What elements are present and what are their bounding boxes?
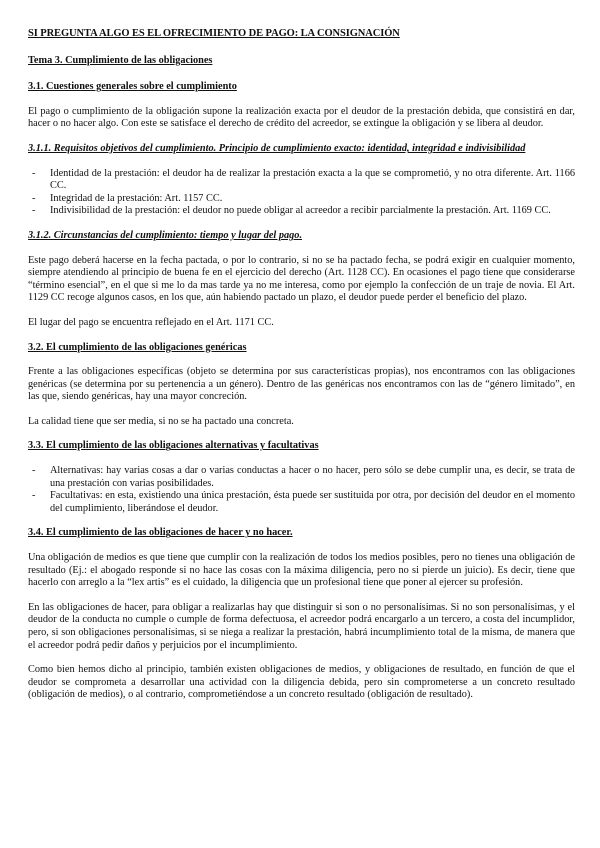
section-heading: 3.1.1. Requisitos objetivos del cumplimiento. Principio de cumplimiento exacto: identidad, integridad e indivisibilidad <box>28 142 526 154</box>
dash-bullet-icon: - <box>32 465 36 477</box>
list-item <box>28 205 575 218</box>
section-heading: 3.1.2. Circunstancias del cumplimiento: tiempo y lugar del pago. <box>28 229 303 241</box>
paragraph: Como bien hemos dicho al principio, también existen obligaciones de medios, y obligaciones de resultado, en función de que el deudor se comprometa a desarrollar una actividad con la diligencia debida, pero sin comprometerse a un concreto resultado (obligación de medios), o al contrario, comprometiéndose a un concreto resultado (obligación de resultado). <box>28 664 575 701</box>
list-item-text: Identidad de la prestación: el deudor ha de realizar la prestación exacta a la que se comprometió, y no otra diferente. Art. 1166 CC. <box>50 167 575 192</box>
section-3-1-2 <box>28 230 575 330</box>
section-heading: 3.3. El cumplimiento de las obligaciones alternativas y facultativas <box>28 440 319 452</box>
section-3-1 <box>28 81 575 131</box>
dash-bullet-icon: - <box>32 192 36 204</box>
list-item-text: Integridad de la prestación: Art. 1157 CC. <box>50 192 223 204</box>
paragraph: El lugar del pago se encuentra reflejado en el Art. 1171 CC. <box>28 316 274 328</box>
dash-bullet-icon: - <box>32 205 36 217</box>
document-page <box>28 28 575 714</box>
paragraph: Frente a las obligaciones específicas (objeto se determina por sus características propias), nos encontramos con las obligaciones genéricas (se determina por su pertenencia a un género). Dentro de las genéricas nos encontramos con las de “género limitado”, en las que, siendo genéricas, hay una mayor concreción. <box>28 366 575 403</box>
list-item-text: Indivisibilidad de la prestación: el deudor no puede obligar al acreedor a recibir parcialmente la prestación. Art. 1169 CC. <box>50 205 551 217</box>
paragraph: La calidad tiene que ser media, si no se ha pactado una concreta. <box>28 415 294 427</box>
bullet-list <box>28 465 575 515</box>
list-item <box>28 465 575 490</box>
paragraph: En las obligaciones de hacer, para obligar a realizarlas hay que distinguir si son o no personalísimas. Si no son personalísimas, y el deudor de la conducta no cumple o cumple de forma defectuosa, el acreedor podrá encargarlo a un tercero, a costa del incumplidor, pero, si son obligaciones personalísimas, si se niega a realizar la prestación, habrá incumplimiento total de la misma, de manera que el acreedor podrá pedir daños y perjuicios por el incumplimiento. <box>28 601 575 651</box>
document-title: SI PREGUNTA ALGO ES EL OFRECIMIENTO DE PAGO: LA CONSIGNACIÓN <box>28 28 400 39</box>
section-heading: 3.1. Cuestiones generales sobre el cumplimiento <box>28 81 237 93</box>
section-3-2 <box>28 342 575 429</box>
list-item <box>28 490 575 515</box>
section-3-1-1 <box>28 143 575 218</box>
paragraph: El pago o cumplimiento de la obligación supone la realización exacta por el deudor de la prestación debida, que consistirá en dar, hacer o no hacer algo. Con este se satisface el derecho de crédito del acreedor, se extingue la obligación y se libera al deudor. <box>28 105 575 130</box>
paragraph: Este pago deberá hacerse en la fecha pactada, o por lo contrario, si no se ha pactado fecha, se podrá exigir en cualquier momento, siempre atendiendo al principio de buena fe en el ejercicio del derecho (Art. 1128 CC). En ocasiones el pago tiene que considerarse “término esencial”, en el que si me lo da mas tarde ya no me interesa, como por ejemplo la confección de un traje de novia. El Art. 1129 CC recoge algunos casos, en los que, aún habiendo pactado un plazo, el deudor puede perder el beneficio del plazo. <box>28 254 575 304</box>
list-item <box>28 193 575 206</box>
dash-bullet-icon: - <box>32 490 36 502</box>
list-item-text: Facultativas: en esta, existiendo una única prestación, ésta puede ser sustituida por otra, por decisión del deudor en el momento del cumplimiento, liberándose el deudor. <box>50 490 575 514</box>
paragraph: Una obligación de medios es que tiene que cumplir con la realización de todos los medios posibles, pero no tienes una obligación de resultado (Ej.: el abogado responde si no hace las cosas con la máxima diligencia, pero no si pierde un juicio). Es decir, tiene que hacerlo con arreglo a la “lex artis” es el cuidado, la diligencia que un profesional tiene que poner al ejercer su profesión. <box>28 552 575 589</box>
dash-bullet-icon: - <box>32 167 36 179</box>
list-item <box>28 168 575 193</box>
list-item-text: Alternativas: hay varias cosas a dar o varias conductas a hacer o no hacer, pero sólo se debe cumplir una, es decir, se trata de una prestación con varias posibilidades. <box>50 465 575 489</box>
section-3-4 <box>28 527 575 702</box>
section-heading: 3.4. El cumplimiento de las obligaciones de hacer y no hacer. <box>28 527 293 539</box>
section-3-3 <box>28 440 575 515</box>
bullet-list <box>28 168 575 218</box>
section-heading: 3.2. El cumplimiento de las obligaciones genéricas <box>28 341 247 353</box>
chapter-heading: Tema 3. Cumplimiento de las obligaciones <box>28 54 213 66</box>
